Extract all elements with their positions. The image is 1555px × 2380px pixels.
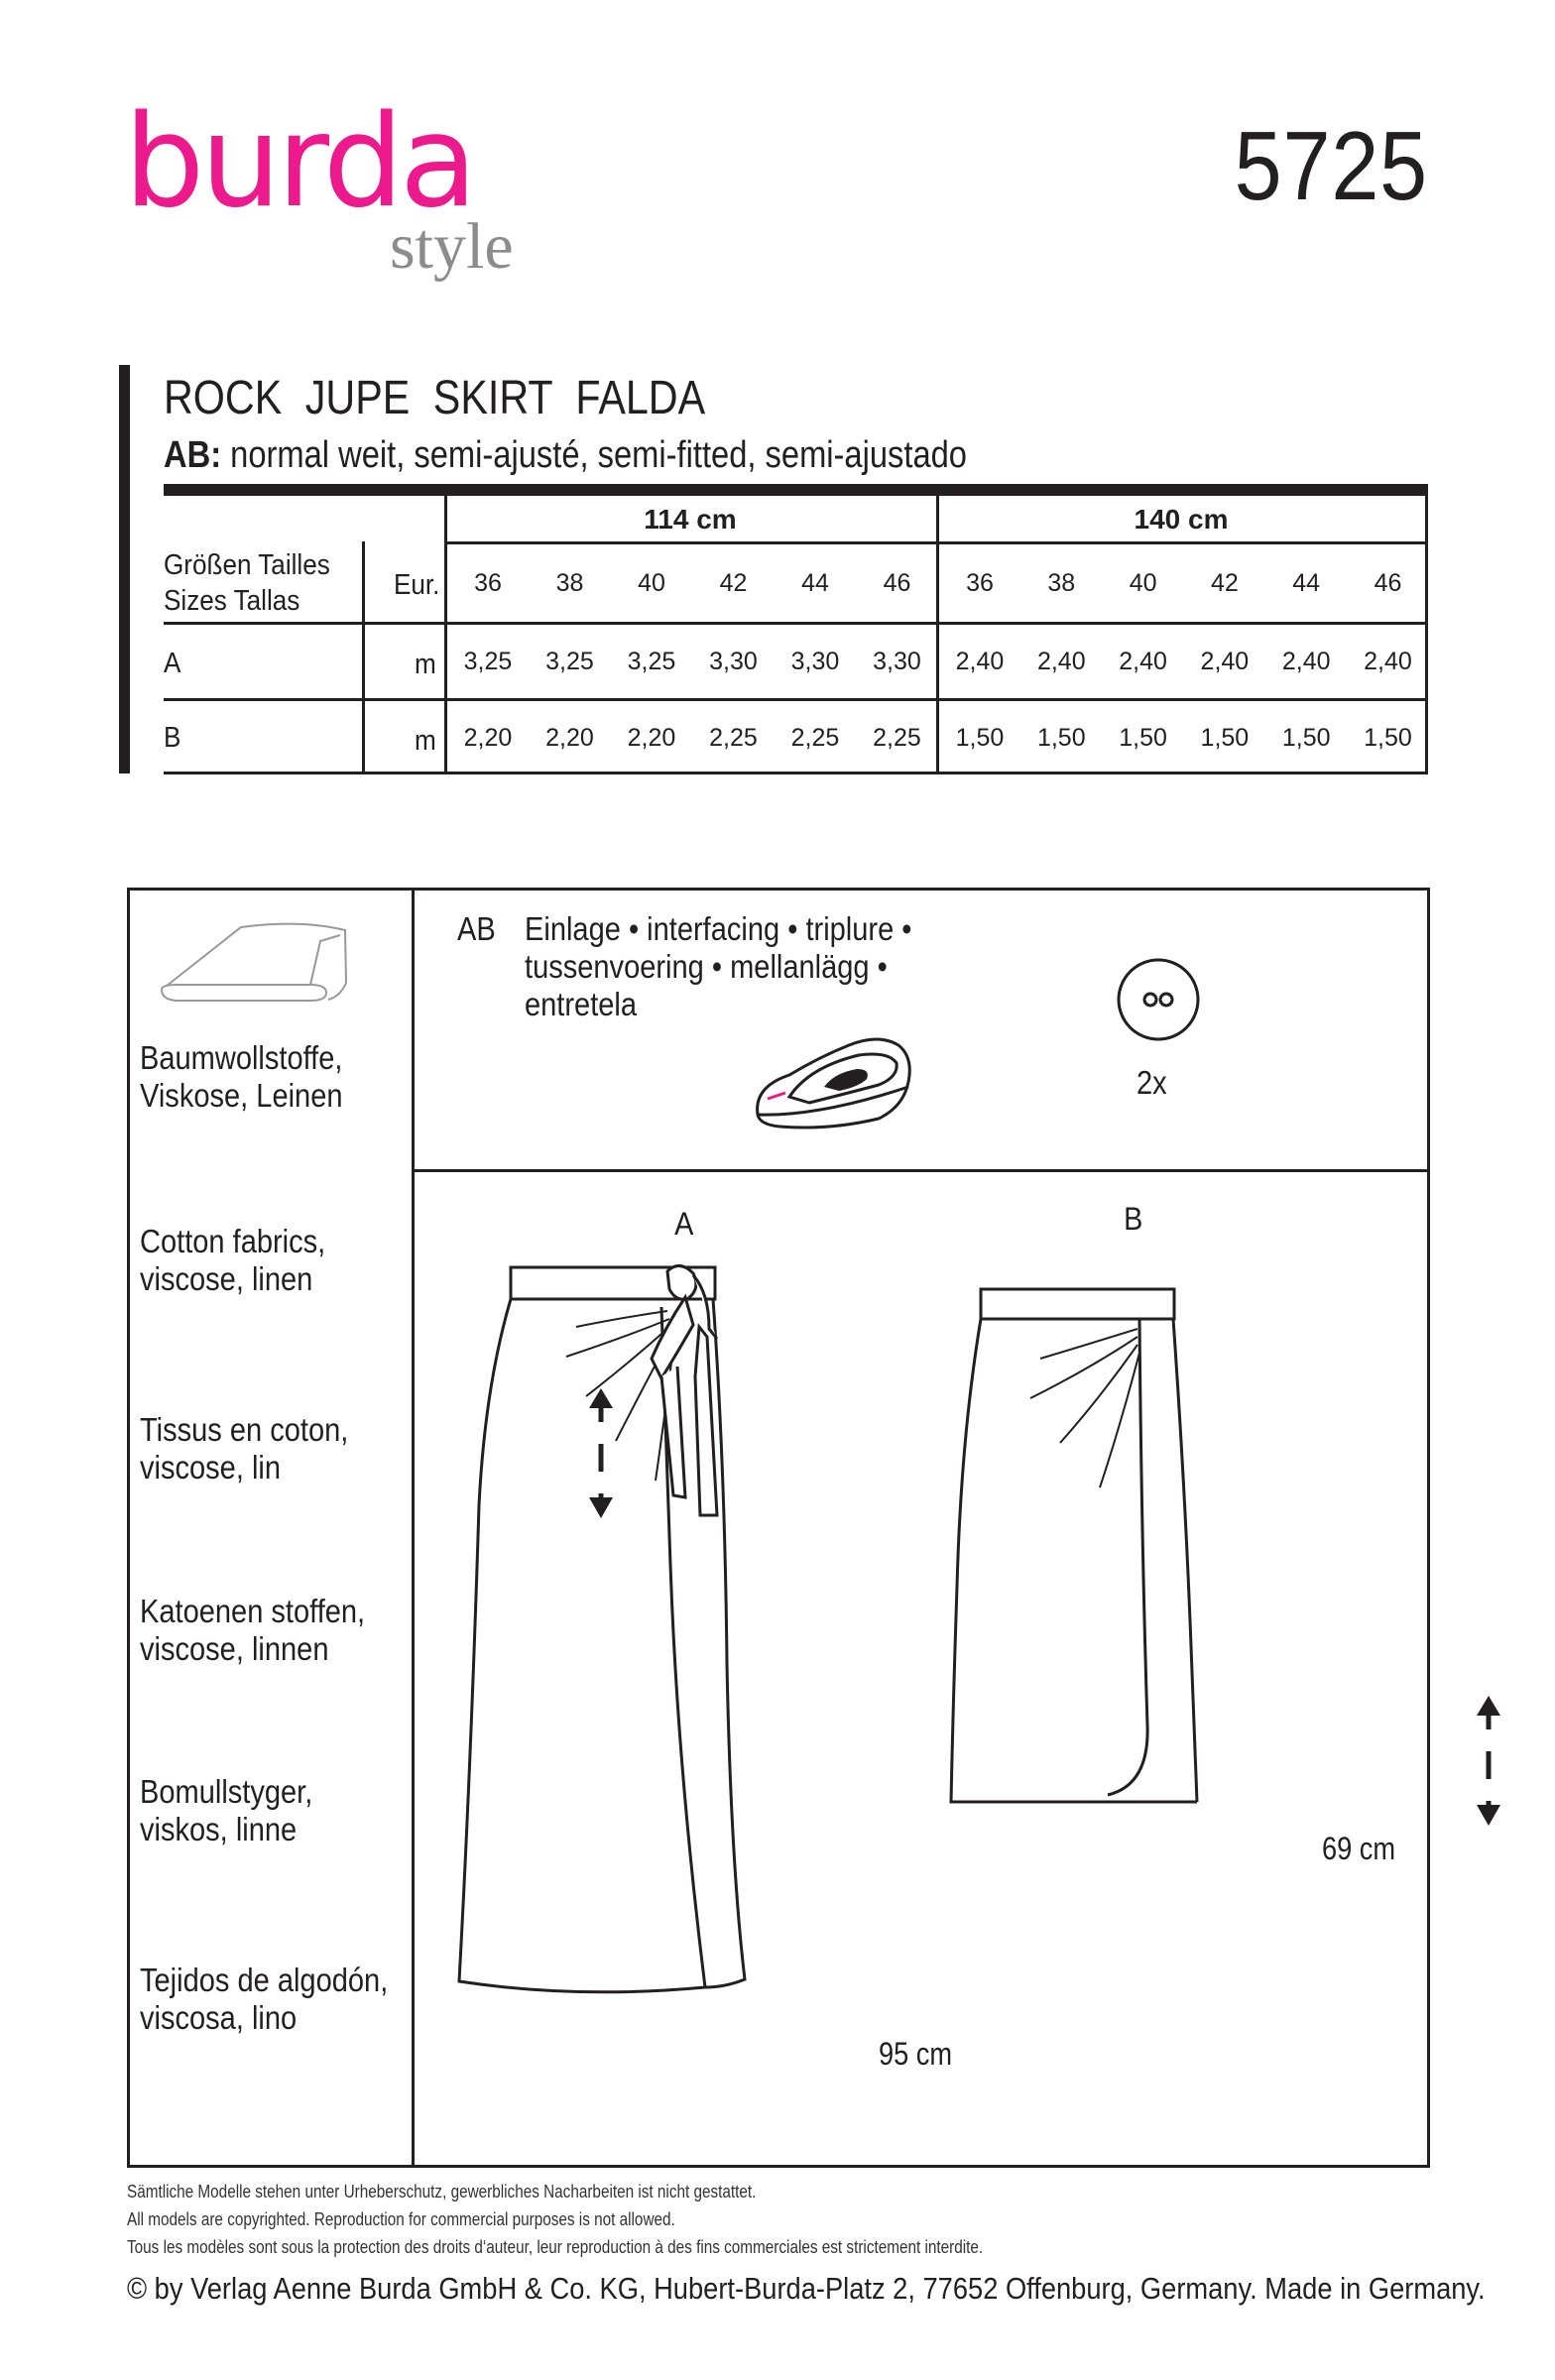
table-rule	[164, 772, 1428, 774]
fabric-en	[140, 1223, 325, 1298]
size-cell: 38	[1047, 569, 1076, 597]
burda-style-logo	[124, 88, 560, 296]
size-cell: 38	[555, 569, 584, 597]
size-cell: 44	[1292, 569, 1321, 597]
yardage-cell: 3,30	[790, 648, 840, 675]
fabric-fr	[140, 1411, 348, 1487]
fabric-line: Tejidos de algodón,	[140, 1962, 389, 1998]
pattern-number: 5725	[1234, 111, 1428, 220]
fabric-line: Cotton fabrics,	[140, 1223, 326, 1259]
row-label-a: A	[164, 648, 181, 679]
yardage-cell: 2,40	[1036, 648, 1086, 675]
yardage-cell: 1,50	[1036, 724, 1086, 752]
size-cell: 42	[1210, 569, 1239, 597]
page-title: ROCK JUPE SKIRT FALDA	[164, 372, 706, 424]
fabric-nl	[140, 1593, 365, 1668]
fabric-line: Tissus en coton,	[140, 1411, 349, 1448]
footer-copyright-fr: Tous les modèles sont sous la protection des droits d‘auteur, leur reproduction à des fins commerciales est strictement interdite.	[127, 2237, 984, 2257]
row-label-b: B	[164, 722, 181, 754]
yardage-cell: 3,30	[873, 648, 921, 675]
fabric-sv	[140, 1773, 312, 1848]
page-subtitle	[164, 436, 967, 474]
iron-icon	[750, 1027, 918, 1136]
interfacing-line: entretela	[525, 986, 638, 1022]
footer-publisher: © by Verlag Aenne Burda GmbH & Co. KG, Hubert-Burda-Platz 2, 77652 Offenburg, Germany. Made in Germany.	[127, 2271, 1486, 2306]
sizes-label-1: Größen Tailles	[164, 549, 330, 581]
logo-word: burda	[124, 88, 474, 236]
box-divider-horizontal	[412, 1169, 1427, 1172]
yardage-cell: 2,40	[1200, 648, 1250, 675]
fabric-de	[140, 1039, 343, 1115]
table-col-rule	[362, 541, 365, 774]
fabric-line: viscosa, lino	[140, 1999, 298, 2036]
yardage-cell: 2,40	[1119, 648, 1167, 675]
view-a-length: 95 cm	[879, 2036, 953, 2072]
fabric-line: Baumwollstoffe,	[140, 1039, 343, 1076]
skirt-a-drawing	[457, 1267, 794, 2061]
header-accent-bar	[119, 365, 130, 774]
yardage-cell: 2,20	[545, 724, 594, 752]
yardage-cell: 2,40	[955, 648, 1005, 675]
size-cell: 36	[966, 569, 994, 597]
view-a-label: A	[674, 1206, 694, 1242]
notions-views-label: AB	[457, 910, 496, 947]
box-divider-vertical	[412, 891, 415, 2165]
fabric-line: Viskose, Leinen	[140, 1077, 343, 1114]
fabric-line: Bomullstyger,	[140, 1773, 313, 1810]
size-cell: 46	[1374, 569, 1402, 597]
length-arrow-a	[581, 1386, 621, 1520]
yardage-cell: 2,40	[1364, 648, 1412, 675]
unit-b: m	[415, 725, 436, 757]
fabric-roll-icon	[152, 905, 350, 1014]
unit-a: m	[415, 649, 436, 680]
yardage-table	[164, 484, 1428, 774]
width-header-140: 140 cm	[1134, 504, 1229, 535]
size-cell: 42	[719, 569, 748, 597]
yardage-cell: 1,50	[955, 724, 1005, 752]
footer-copyright-de: Sämtliche Modelle stehen unter Urheberschutz, gewerbliches Nacharbeiten ist nicht gestattet.	[127, 2182, 757, 2202]
yardage-cell: 3,25	[463, 648, 513, 675]
size-cell: 44	[801, 569, 829, 597]
width-header-114: 114 cm	[644, 504, 737, 535]
skirt-b-drawing	[951, 1289, 1209, 1825]
logo-subword: style	[390, 210, 514, 283]
length-arrow-b	[1469, 1694, 1508, 1828]
yardage-cell: 2,20	[463, 724, 513, 752]
yardage-cell: 2,40	[1281, 648, 1331, 675]
size-cell: 46	[883, 569, 911, 597]
footer-copyright-en: All models are copyrighted. Reproduction for commercial purposes is not allowed.	[127, 2209, 675, 2229]
button-quantity: 2x	[1136, 1064, 1167, 1101]
fabric-line: Katoenen stoffen,	[140, 1593, 366, 1629]
yardage-cell: 1,50	[1364, 724, 1412, 752]
table-rule	[164, 698, 1428, 701]
table-rule	[164, 622, 1428, 625]
fabric-es	[140, 1962, 388, 2037]
yardage-cell: 2,20	[627, 724, 676, 752]
size-cell: 40	[638, 569, 665, 597]
fabric-line: viscose, lin	[140, 1449, 282, 1486]
view-b-label: B	[1124, 1201, 1143, 1237]
table-top-rule	[164, 484, 1428, 496]
yardage-cell: 3,30	[709, 648, 758, 675]
yardage-cell: 3,25	[627, 648, 676, 675]
fabric-line: viscose, linnen	[140, 1630, 329, 1667]
eur-label: Eur.	[394, 569, 440, 601]
subtitle-text: normal weit, semi-ajusté, semi-fitted, semi-ajustado	[221, 434, 967, 476]
button-icon	[1114, 955, 1203, 1044]
yardage-cell: 1,50	[1281, 724, 1331, 752]
size-cell: 40	[1129, 569, 1157, 597]
sizes-label-2: Sizes Tallas	[164, 585, 300, 617]
yardage-cell: 2,25	[709, 724, 758, 752]
view-b-length: 69 cm	[1322, 1831, 1396, 1866]
fabric-line: viskos, linne	[140, 1811, 298, 1847]
interfacing-text	[525, 910, 911, 1023]
yardage-cell: 1,50	[1200, 724, 1250, 752]
yardage-cell: 1,50	[1119, 724, 1167, 752]
size-cell: 36	[474, 569, 502, 597]
fabric-line: viscose, linen	[140, 1260, 313, 1297]
yardage-cell: 3,25	[545, 648, 594, 675]
fabric-notions-box	[127, 888, 1430, 2168]
interfacing-line: Einlage • interfacing • triplure •	[525, 910, 912, 947]
interfacing-line: tussenvoering • mellanlägg •	[525, 948, 888, 985]
subtitle-prefix: AB:	[164, 434, 222, 476]
yardage-cell: 2,25	[873, 724, 921, 752]
yardage-cell: 2,25	[790, 724, 840, 752]
